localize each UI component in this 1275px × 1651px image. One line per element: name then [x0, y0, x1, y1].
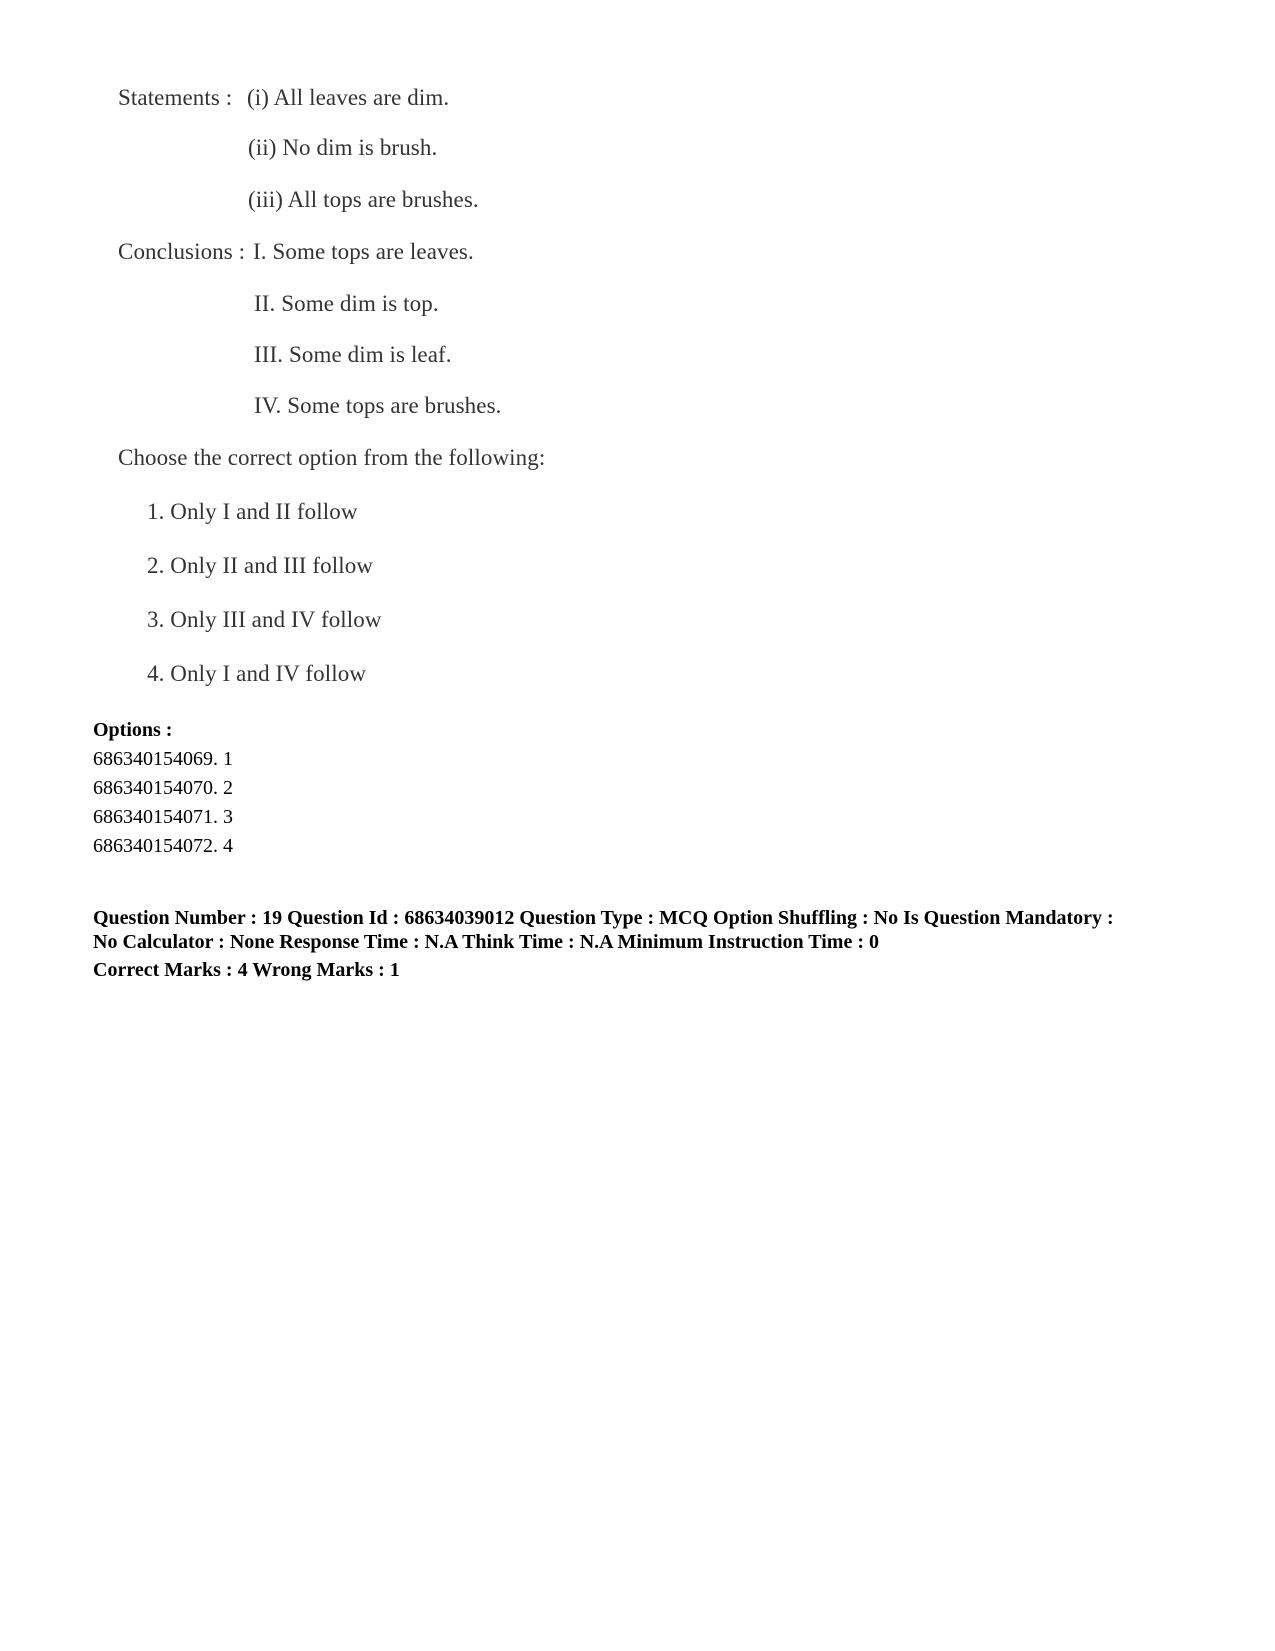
- statement-3: (iii) All tops are brushes.: [248, 187, 479, 212]
- conclusion-4: IV. Some tops are brushes.: [254, 393, 502, 418]
- instruction-text: Choose the correct option from the following:: [118, 445, 546, 470]
- question-info-line2: No Calculator : None Response Time : N.A Think Time : N.A Minimum Instruction Time : 0: [93, 931, 879, 953]
- statement-1: (i) All leaves are dim.: [247, 85, 450, 110]
- question-info-line1: Question Number : 19 Question Id : 68634039012 Question Type : MCQ Option Shuffling : No Is Question Mandatory :: [93, 907, 1114, 929]
- options-list: [93, 745, 233, 861]
- statements-label: Statements :: [118, 85, 233, 110]
- statement-2: (ii) No dim is brush.: [248, 135, 438, 160]
- choice-2: 2. Only II and III follow: [147, 553, 374, 578]
- choice-4: 4. Only I and IV follow: [147, 661, 367, 686]
- choice-3: 3. Only III and IV follow: [147, 607, 382, 632]
- question-info: [93, 906, 1213, 982]
- option-item-1: 686340154069. 1: [93, 748, 233, 770]
- choice-1: 1. Only I and II follow: [147, 499, 358, 524]
- option-item-2: 686340154070. 2: [93, 777, 233, 799]
- question-marks: Correct Marks : 4 Wrong Marks : 1: [93, 959, 400, 981]
- conclusions-label: Conclusions :: [118, 239, 246, 264]
- option-item-4: 686340154072. 4: [93, 835, 233, 857]
- question-image: [0, 0, 1275, 720]
- conclusion-2: II. Some dim is top.: [254, 291, 439, 316]
- conclusion-1: I. Some tops are leaves.: [253, 239, 474, 264]
- options-label: Options :: [93, 719, 173, 741]
- conclusion-3: III. Some dim is leaf.: [254, 342, 452, 367]
- option-item-3: 686340154071. 3: [93, 806, 233, 828]
